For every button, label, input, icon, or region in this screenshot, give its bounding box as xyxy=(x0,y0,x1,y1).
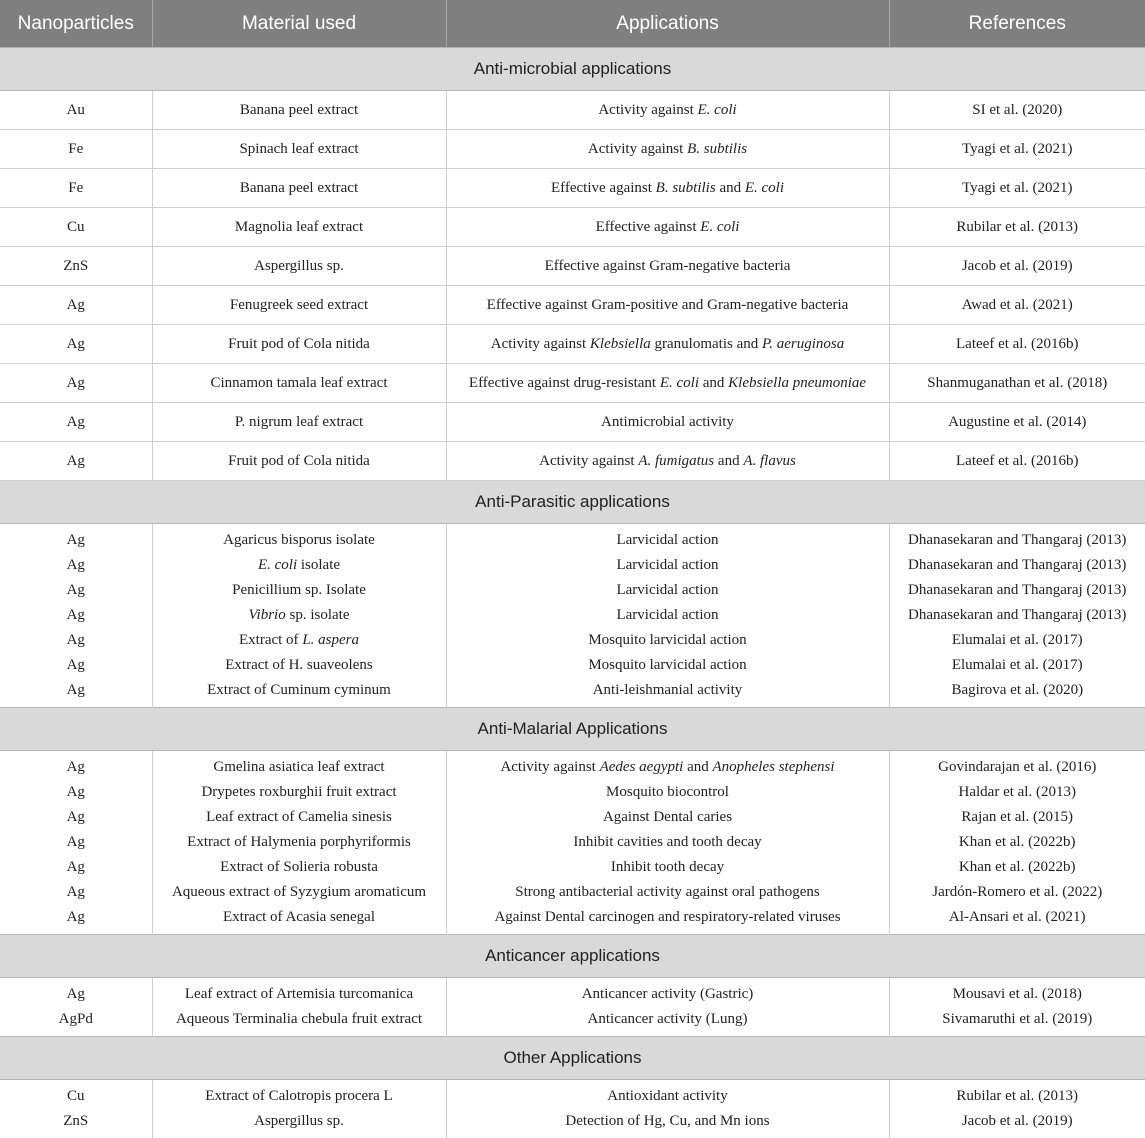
cell-reference: Haldar et al. (2013) xyxy=(889,780,1145,805)
application-text-segment: E. coli xyxy=(700,219,739,235)
material-text-segment: Fruit pod of Cola nitida xyxy=(228,336,370,352)
cell-material xyxy=(152,830,446,855)
table-row xyxy=(0,678,1145,708)
application-text-segment: Activity against xyxy=(491,336,590,352)
cell-material xyxy=(152,403,446,442)
cell-application xyxy=(446,978,889,1008)
section-header-row xyxy=(0,481,1145,524)
cell-application xyxy=(446,325,889,364)
cell-application xyxy=(446,442,889,481)
application-text-segment: B. subtilis xyxy=(656,180,716,196)
cell-application xyxy=(446,880,889,905)
application-text-segment: Strong antibacterial activity against oral pathogens xyxy=(515,884,820,900)
application-text-segment: granulomatis and xyxy=(651,336,762,352)
material-text-segment: Banana peel extract xyxy=(240,180,358,196)
application-text-segment: Activity against xyxy=(588,141,687,157)
cell-nanoparticle: Ag xyxy=(0,751,152,781)
table-row xyxy=(0,524,1145,554)
cell-application xyxy=(446,364,889,403)
cell-nanoparticle: Ag xyxy=(0,628,152,653)
table-row xyxy=(0,653,1145,678)
cell-application xyxy=(446,653,889,678)
table-row xyxy=(0,403,1145,442)
cell-nanoparticle: ZnS xyxy=(0,1109,152,1138)
section-title: Other Applications xyxy=(0,1037,1145,1080)
application-text-segment: A. fumigatus xyxy=(638,453,714,469)
cell-material xyxy=(152,978,446,1008)
cell-material xyxy=(152,678,446,708)
material-text-segment: Drypetes roxburghii fruit extract xyxy=(201,784,396,800)
cell-material xyxy=(152,208,446,247)
cell-material xyxy=(152,286,446,325)
application-text-segment: Larvicidal action xyxy=(616,557,718,573)
application-text-segment: Inhibit cavities and tooth decay xyxy=(573,834,761,850)
application-text-segment: and xyxy=(716,180,745,196)
cell-reference: Rajan et al. (2015) xyxy=(889,805,1145,830)
application-text-segment: Anticancer activity (Gastric) xyxy=(582,986,754,1002)
table-row xyxy=(0,91,1145,130)
cell-material xyxy=(152,1007,446,1037)
application-text-segment: Larvicidal action xyxy=(616,532,718,548)
cell-nanoparticle: Ag xyxy=(0,678,152,708)
cell-application xyxy=(446,1007,889,1037)
cell-material xyxy=(152,880,446,905)
section-title: Anti-microbial applications xyxy=(0,48,1145,91)
table-row xyxy=(0,286,1145,325)
cell-application xyxy=(446,805,889,830)
material-text-segment: L. aspera xyxy=(302,632,359,648)
table-row xyxy=(0,905,1145,935)
application-text-segment: Effective against xyxy=(551,180,656,196)
table-row xyxy=(0,364,1145,403)
cell-material xyxy=(152,325,446,364)
application-text-segment: B. subtilis xyxy=(687,141,747,157)
header-applications: Applications xyxy=(446,0,889,48)
cell-nanoparticle: Ag xyxy=(0,653,152,678)
cell-material xyxy=(152,578,446,603)
application-text-segment: and xyxy=(714,453,743,469)
material-text-segment: Extract of H. suaveolens xyxy=(225,657,372,673)
cell-material xyxy=(152,653,446,678)
cell-material xyxy=(152,855,446,880)
cell-nanoparticle: Ag xyxy=(0,325,152,364)
cell-reference: Augustine et al. (2014) xyxy=(889,403,1145,442)
cell-application xyxy=(446,169,889,208)
cell-reference: Dhanasekaran and Thangaraj (2013) xyxy=(889,578,1145,603)
application-text-segment: Klebsiella xyxy=(590,336,651,352)
table-row xyxy=(0,169,1145,208)
cell-material xyxy=(152,130,446,169)
table-row xyxy=(0,442,1145,481)
cell-nanoparticle: AgPd xyxy=(0,1007,152,1037)
application-text-segment: Effective against Gram-negative bacteria xyxy=(545,258,791,274)
table-row xyxy=(0,208,1145,247)
material-text-segment: Extract of xyxy=(239,632,302,648)
cell-material xyxy=(152,780,446,805)
cell-nanoparticle: Cu xyxy=(0,1080,152,1110)
cell-reference: Lateef et al. (2016b) xyxy=(889,442,1145,481)
application-text-segment: Mosquito larvicidal action xyxy=(588,632,746,648)
application-text-segment: Anopheles stephensi xyxy=(712,759,834,775)
cell-reference: Dhanasekaran and Thangaraj (2013) xyxy=(889,603,1145,628)
cell-nanoparticle: Fe xyxy=(0,169,152,208)
cell-reference: Jacob et al. (2019) xyxy=(889,247,1145,286)
application-text-segment: A. flavus xyxy=(743,453,796,469)
cell-reference: Tyagi et al. (2021) xyxy=(889,169,1145,208)
cell-nanoparticle: Ag xyxy=(0,364,152,403)
material-text-segment: Extract of Halymenia porphyriformis xyxy=(187,834,411,850)
material-text-segment: Fenugreek seed extract xyxy=(230,297,368,313)
application-text-segment: Aedes aegypti xyxy=(600,759,684,775)
section-title: Anticancer applications xyxy=(0,935,1145,978)
cell-nanoparticle: Ag xyxy=(0,286,152,325)
cell-material xyxy=(152,805,446,830)
section-header-row xyxy=(0,1037,1145,1080)
material-text-segment: Cinnamon tamala leaf extract xyxy=(210,375,387,391)
cell-reference: Rubilar et al. (2013) xyxy=(889,208,1145,247)
material-text-segment: sp. isolate xyxy=(286,607,350,623)
table-row xyxy=(0,1080,1145,1110)
cell-application xyxy=(446,578,889,603)
application-text-segment: Mosquito larvicidal action xyxy=(588,657,746,673)
material-text-segment: Gmelina asiatica leaf extract xyxy=(213,759,384,775)
table-row xyxy=(0,830,1145,855)
application-text-segment: E. coli xyxy=(660,375,699,391)
material-text-segment: Aqueous extract of Syzygium aromaticum xyxy=(172,884,426,900)
cell-material xyxy=(152,524,446,554)
cell-application xyxy=(446,603,889,628)
cell-reference: Khan et al. (2022b) xyxy=(889,855,1145,880)
application-text-segment: Effective against xyxy=(596,219,701,235)
cell-application xyxy=(446,286,889,325)
cell-nanoparticle: ZnS xyxy=(0,247,152,286)
cell-reference: Govindarajan et al. (2016) xyxy=(889,751,1145,781)
material-text-segment: E. coli xyxy=(258,557,297,573)
material-text-segment: Vibrio xyxy=(249,607,286,623)
cell-nanoparticle: Ag xyxy=(0,578,152,603)
cell-nanoparticle: Cu xyxy=(0,208,152,247)
table-row xyxy=(0,1007,1145,1037)
application-text-segment: Antioxidant activity xyxy=(607,1088,727,1104)
material-text-segment: Banana peel extract xyxy=(240,102,358,118)
section-header-row xyxy=(0,48,1145,91)
cell-reference: Dhanasekaran and Thangaraj (2013) xyxy=(889,553,1145,578)
cell-nanoparticle: Ag xyxy=(0,830,152,855)
material-text-segment: Fruit pod of Cola nitida xyxy=(228,453,370,469)
header-material-used: Material used xyxy=(152,0,446,48)
application-text-segment: Detection of Hg, Cu, and Mn ions xyxy=(565,1113,769,1129)
table-body xyxy=(0,48,1145,1138)
application-text-segment: Larvicidal action xyxy=(616,582,718,598)
material-text-segment: Extract of Acasia senegal xyxy=(223,909,375,925)
cell-application xyxy=(446,905,889,935)
cell-material xyxy=(152,442,446,481)
table-row xyxy=(0,855,1145,880)
cell-nanoparticle: Ag xyxy=(0,603,152,628)
cell-application xyxy=(446,91,889,130)
cell-nanoparticle: Ag xyxy=(0,553,152,578)
application-text-segment: and xyxy=(683,759,712,775)
material-text-segment: Extract of Solieria robusta xyxy=(220,859,378,875)
cell-nanoparticle: Ag xyxy=(0,805,152,830)
application-text-segment: Activity against xyxy=(500,759,599,775)
cell-material xyxy=(152,1080,446,1110)
cell-nanoparticle: Au xyxy=(0,91,152,130)
cell-reference: Rubilar et al. (2013) xyxy=(889,1080,1145,1110)
application-text-segment: E. coli xyxy=(698,102,737,118)
cell-reference: Tyagi et al. (2021) xyxy=(889,130,1145,169)
header-references: References xyxy=(889,0,1145,48)
cell-reference: Khan et al. (2022b) xyxy=(889,830,1145,855)
material-text-segment: Aspergillus sp. xyxy=(254,258,344,274)
material-text-segment: Aspergillus sp. xyxy=(254,1113,344,1129)
material-text-segment: isolate xyxy=(297,557,340,573)
cell-material xyxy=(152,603,446,628)
table-row xyxy=(0,578,1145,603)
cell-application xyxy=(446,553,889,578)
application-text-segment: Antimicrobial activity xyxy=(601,414,734,430)
cell-reference: Elumalai et al. (2017) xyxy=(889,628,1145,653)
application-text-segment: Anticancer activity (Lung) xyxy=(588,1011,748,1027)
cell-nanoparticle: Fe xyxy=(0,130,152,169)
cell-material xyxy=(152,553,446,578)
cell-material xyxy=(152,751,446,781)
application-text-segment: P. aeruginosa xyxy=(762,336,844,352)
section-header-row xyxy=(0,708,1145,751)
application-text-segment: Activity against xyxy=(598,102,697,118)
cell-application xyxy=(446,247,889,286)
cell-application xyxy=(446,524,889,554)
cell-material xyxy=(152,905,446,935)
cell-material xyxy=(152,91,446,130)
application-text-segment: Larvicidal action xyxy=(616,607,718,623)
material-text-segment: Leaf extract of Camelia sinesis xyxy=(206,809,392,825)
cell-reference: Jardón-Romero et al. (2022) xyxy=(889,880,1145,905)
cell-nanoparticle: Ag xyxy=(0,403,152,442)
cell-nanoparticle: Ag xyxy=(0,442,152,481)
cell-application xyxy=(446,130,889,169)
cell-reference: Lateef et al. (2016b) xyxy=(889,325,1145,364)
cell-nanoparticle: Ag xyxy=(0,880,152,905)
material-text-segment: Leaf extract of Artemisia turcomanica xyxy=(185,986,413,1002)
application-text-segment: E. coli xyxy=(745,180,784,196)
cell-application xyxy=(446,208,889,247)
material-text-segment: Spinach leaf extract xyxy=(239,141,358,157)
section-title: Anti-Malarial Applications xyxy=(0,708,1145,751)
cell-material xyxy=(152,628,446,653)
application-text-segment: Against Dental carcinogen and respiratory-related viruses xyxy=(494,909,840,925)
table-row xyxy=(0,628,1145,653)
cell-reference: Shanmuganathan et al. (2018) xyxy=(889,364,1145,403)
table-row xyxy=(0,603,1145,628)
cell-nanoparticle: Ag xyxy=(0,524,152,554)
material-text-segment: Aqueous Terminalia chebula fruit extract xyxy=(176,1011,422,1027)
cell-nanoparticle: Ag xyxy=(0,978,152,1008)
cell-application xyxy=(446,855,889,880)
cell-application xyxy=(446,751,889,781)
section-title: Anti-Parasitic applications xyxy=(0,481,1145,524)
material-text-segment: P. nigrum leaf extract xyxy=(235,414,363,430)
material-text-segment: Extract of Calotropis procera L xyxy=(205,1088,392,1104)
cell-reference: Bagirova et al. (2020) xyxy=(889,678,1145,708)
cell-application xyxy=(446,830,889,855)
application-text-segment: Against Dental caries xyxy=(603,809,732,825)
material-text-segment: Extract of Cuminum cyminum xyxy=(207,682,391,698)
cell-reference: Awad et al. (2021) xyxy=(889,286,1145,325)
application-text-segment: Inhibit tooth decay xyxy=(611,859,724,875)
cell-reference: SI et al. (2020) xyxy=(889,91,1145,130)
material-text-segment: Penicillium sp. Isolate xyxy=(232,582,366,598)
table-row xyxy=(0,805,1145,830)
cell-nanoparticle: Ag xyxy=(0,780,152,805)
cell-nanoparticle: Ag xyxy=(0,855,152,880)
cell-application xyxy=(446,678,889,708)
table-row xyxy=(0,978,1145,1008)
cell-application xyxy=(446,1080,889,1110)
application-text-segment: Klebsiella pneumoniae xyxy=(728,375,866,391)
cell-reference: Sivamaruthi et al. (2019) xyxy=(889,1007,1145,1037)
cell-reference: Al-Ansari et al. (2021) xyxy=(889,905,1145,935)
application-text-segment: Mosquito biocontrol xyxy=(606,784,729,800)
table-row xyxy=(0,880,1145,905)
application-text-segment: Activity against xyxy=(539,453,638,469)
application-text-segment: Effective against drug-resistant xyxy=(469,375,660,391)
section-header-row xyxy=(0,935,1145,978)
table-row xyxy=(0,553,1145,578)
application-text-segment: Anti-leishmanial activity xyxy=(593,682,743,698)
cell-material xyxy=(152,169,446,208)
cell-nanoparticle: Ag xyxy=(0,905,152,935)
cell-application xyxy=(446,628,889,653)
material-text-segment: Magnolia leaf extract xyxy=(235,219,363,235)
material-text-segment: Agaricus bisporus isolate xyxy=(223,532,375,548)
cell-application xyxy=(446,780,889,805)
cell-reference: Elumalai et al. (2017) xyxy=(889,653,1145,678)
cell-application xyxy=(446,403,889,442)
cell-material xyxy=(152,364,446,403)
cell-reference: Jacob et al. (2019) xyxy=(889,1109,1145,1138)
table-row xyxy=(0,247,1145,286)
application-text-segment: and xyxy=(699,375,728,391)
table-row xyxy=(0,130,1145,169)
table-row xyxy=(0,751,1145,781)
application-text-segment: Effective against Gram-positive and Gram-negative bacteria xyxy=(487,297,849,313)
header-nanoparticles: Nanoparticles xyxy=(0,0,152,48)
table-row xyxy=(0,325,1145,364)
table-row xyxy=(0,780,1145,805)
cell-reference: Mousavi et al. (2018) xyxy=(889,978,1145,1008)
cell-reference: Dhanasekaran and Thangaraj (2013) xyxy=(889,524,1145,554)
cell-material xyxy=(152,247,446,286)
header-row xyxy=(0,0,1145,48)
